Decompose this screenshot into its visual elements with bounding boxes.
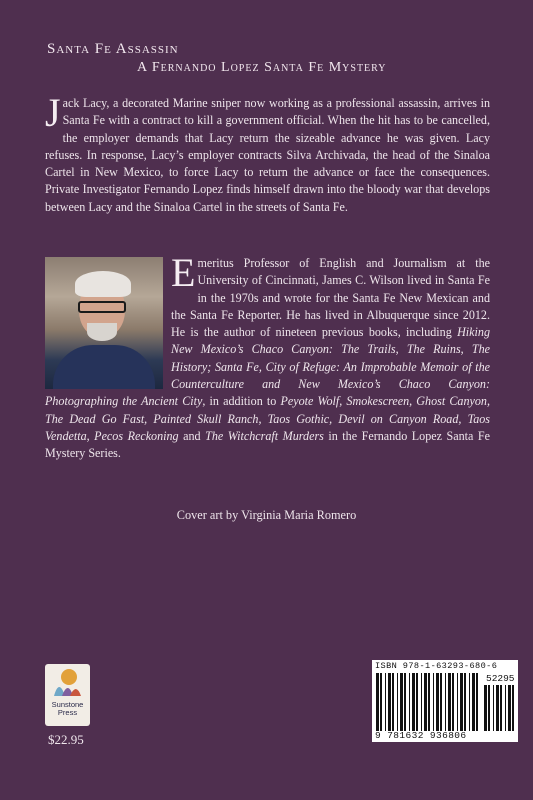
price-label: $22.95: [48, 732, 84, 747]
bio-text-3: and: [178, 428, 206, 443]
publisher-name: Sunstone Press: [51, 700, 84, 717]
bio-text-2: , in addition to: [202, 394, 281, 409]
price-code: 52295: [486, 673, 515, 684]
isbn-barcode: [372, 660, 518, 742]
publisher-logo: [45, 664, 90, 726]
bio-books-2: Peyote Wolf, Smokescreen, Ghost Canyon, The Dead Go Fast, Painted Skull Ranch, Taos Gothic, Devil on Canyon Road, Taos Vendetta, Pecos Reckoning: [45, 394, 490, 443]
bio-dropcap: E: [171, 250, 196, 295]
bio-books-3: The Witchcraft Murders: [205, 428, 324, 443]
cover-art-credit: Cover art by Virginia Maria Romero: [176, 508, 357, 522]
author-photo: [45, 257, 163, 389]
ean-bars: [376, 673, 480, 731]
price-code-bars: [484, 685, 516, 731]
author-bio: [45, 250, 490, 463]
synopsis-dropcap: J: [45, 90, 61, 135]
barcode-digits: 9 781632 936806: [375, 730, 467, 741]
bio-books-1: Hiking New Mexico’s Chaco Canyon: The Trails, The Ruins, The History; Santa Fe, City of Refuge: An Improbable Memoir of the Counterculture and New Mexico’s Chaco Canyon: Photographing the Ancient City: [45, 325, 490, 409]
book-title: Santa Fe Assassin: [47, 41, 179, 57]
isbn-number: ISBN 978-1-63293-680-6: [375, 661, 498, 671]
bio-text-1: meritus Professor of English and Journalism at the University of Cincinnati, James C. Wilson lived in Santa Fe in the 1970s and wrote for the Santa Fe New Mexican and the Santa Fe Reporter. He has lived in Albuquerque since 2012. He is the author of nineteen previous books, including: [171, 256, 490, 340]
sun-logo-icon: [51, 668, 84, 698]
synopsis-paragraph: [45, 90, 490, 216]
bio-text-4: in the Fernando Lopez Santa Fe Mystery Series.: [45, 428, 490, 461]
synopsis-text: ack Lacy, a decorated Marine sniper now working as a professional assassin, arrives in Santa Fe with a contract to kill a government official. When the hit has to be cancelled, the employer demands that Lacy return the sizeable advance he was given. Lacy refuses. In response, Lacy’s employer contracts Silva Archivada, the head of the Sinaloa Cartel in New Mexico, to force Lacy to return the advance or face the consequences. Private Investigator Fernando Lopez finds himself drawn into the bloody war that develops between Lacy and the Sinaloa Cartel in the streets of Santa Fe.: [45, 96, 490, 214]
book-subtitle: A Fernando Lopez Santa Fe Mystery: [137, 60, 387, 75]
